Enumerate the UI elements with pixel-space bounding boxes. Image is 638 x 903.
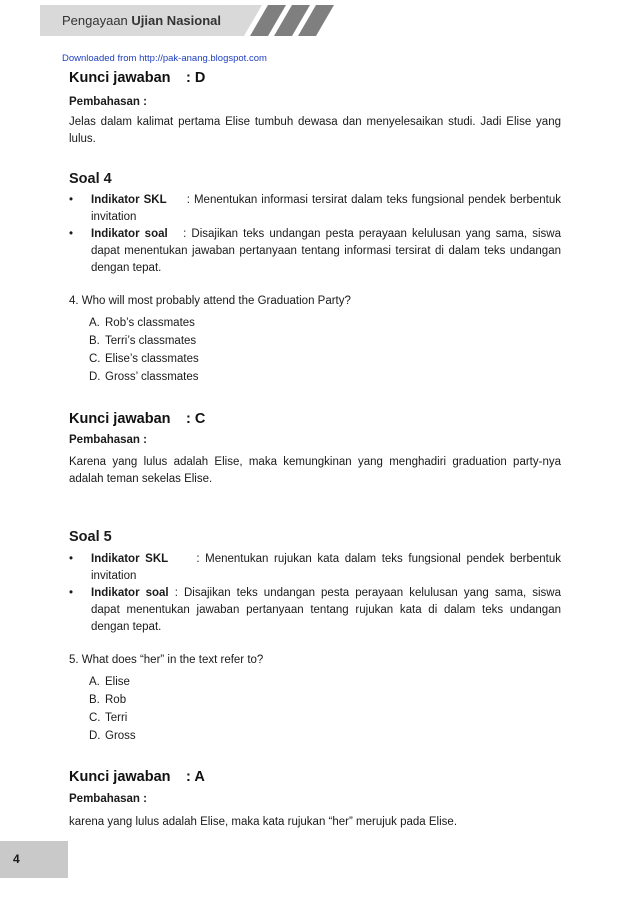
explanation-5: karena yang lulus adalah Elise, maka kata rujukan “her” merujuk pada Elise.	[69, 816, 458, 828]
pembahasan-label-4: Pembahasan :	[69, 434, 147, 446]
answer-key-4: Kunci jawaban : C	[69, 411, 206, 427]
page-number-box	[0, 841, 68, 878]
option-5d: D. Gross	[89, 730, 136, 742]
pembahasan-label-3: Pembahasan :	[69, 96, 147, 108]
indikator-soal-5: • Indikator soal : Disajikan teks undangan pesta perayaan kelulusan yang sama, siswa dapat menentukan jawaban pertanyaan tentang rujukan kata di dalam teks undangan dengan tepat.	[69, 587, 561, 633]
option-4d: D. Gross’ classmates	[89, 371, 199, 383]
header-title: Pengayaan Ujian Nasional	[62, 13, 221, 28]
option-5c: C. Terri	[89, 712, 128, 724]
indikator-skl-4: • Indikator SKL : Menentukan informasi tersirat dalam teks fungsional pendek berbentuk invitation	[69, 194, 561, 223]
explanation-4: Karena yang lulus adalah Elise, maka kemungkinan yang menghadiri graduation party-nya adalah teman sekelas Elise.	[69, 456, 561, 485]
download-link[interactable]: Downloaded from http://pak-anang.blogspot.com	[62, 53, 267, 64]
option-4a: A. Rob’s classmates	[89, 317, 195, 329]
answer-key-3: Kunci jawaban : D	[69, 70, 206, 86]
pembahasan-label-5: Pembahasan :	[69, 793, 147, 805]
page-number: 4	[13, 852, 20, 866]
soal-4-title: Soal 4	[69, 171, 112, 187]
question-4: 4. Who will most probably attend the Graduation Party?	[69, 295, 351, 307]
indikator-skl-5: • Indikator SKL : Menentukan rujukan kata dalam teks fungsional pendek berbentuk invitation	[69, 553, 561, 582]
question-5: 5. What does “her” in the text refer to?	[69, 654, 264, 666]
explanation-3: Jelas dalam kalimat pertama Elise tumbuh dewasa dan menyelesaikan studi. Jadi Elise yang lulus.	[69, 116, 561, 145]
soal-5-title: Soal 5	[69, 529, 112, 545]
indikator-soal-4: • Indikator soal : Disajikan teks undangan pesta perayaan kelulusan yang sama, siswa dapat menentukan jawaban pertanyaan tentang informasi tersirat di dalam teks undangan dengan tepat.	[69, 228, 561, 274]
answer-key-5: Kunci jawaban : A	[69, 769, 205, 785]
option-4b: B. Terri’s classmates	[89, 335, 197, 347]
option-4c: C. Elise’s classmates	[89, 353, 199, 365]
option-5a: A. Elise	[89, 676, 130, 688]
option-5b: B. Rob	[89, 694, 127, 706]
